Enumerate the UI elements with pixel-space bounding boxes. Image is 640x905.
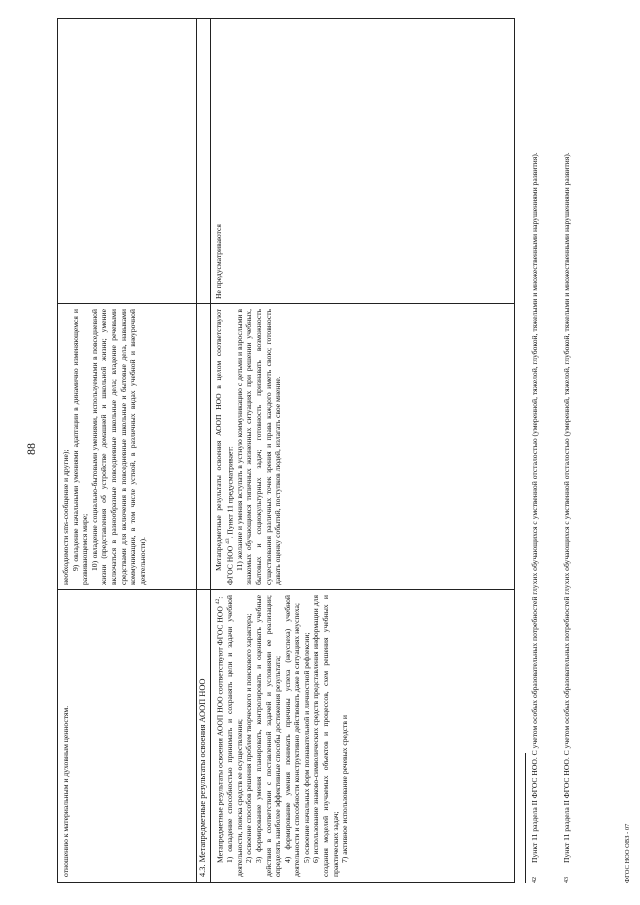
row-divider-1	[196, 19, 197, 882]
footnote-text-42: Пункт 11 раздела II ФГОС НОО. С учетом особых образовательных потребностей глухих обучающихся с умственной отсталостью (умеренной, тяжелой, глубокой, тяжелыми и множественными нарушениями развития).	[530, 152, 539, 863]
left-intro-text: Метапредметные результаты освоения АООП НОО соответствуют ФГОС НОО	[215, 606, 225, 863]
page-number: 88	[24, 443, 38, 455]
footnote-separator	[525, 753, 526, 883]
footnote-42	[530, 18, 540, 883]
footnote-mark-43: 43	[564, 877, 570, 883]
left-item-7: 7) активное использование речевых средств и	[340, 715, 350, 863]
column-divider-2	[58, 303, 514, 304]
left-item-3: 3) формирование умения планировать, контролировать и оценивать учебные действия в соответствии с поставленной задачей и условиями ее реализации; определять наиболее эффективные способы достижения результата;	[253, 595, 283, 877]
footnote-ref-43: 43	[224, 538, 231, 544]
section-heading: 4.3. Метапредметные результаты освоения АООП НОО	[198, 678, 207, 877]
left-intro: Метапредметные результаты освоения АООП НОО соответствуют ФГОС НОО $^{42}$:	[215, 596, 225, 863]
top-mid-item-9: 9) овладение начальными умениями адаптации в динамично изменяющемся и развивающемся мире;	[70, 309, 90, 585]
left-item-4: 4) формирование умения понимать причины успеха (неуспеха) учебной деятельности и способности конструктивно действовать даже в ситуациях неуспеха;	[282, 595, 302, 877]
footnote-text-43: Пункт 11 раздела II ФГОС НОО. С учетом особых образовательных потребностей глухих обучающихся с умственной отсталостью (умеренной, тяжелой, глубокой, тяжелыми и множественными нарушениями развития).	[562, 152, 571, 863]
top-mid-line-1: необходимости sms-сообщение и другие);	[61, 449, 70, 585]
mid-intro-text: Метапредметные результаты освоения АООП НОО в целом соответствуют ФГОС НОО	[214, 309, 235, 585]
footnote-43	[562, 18, 572, 883]
footnote-ref-42: 42	[215, 598, 221, 605]
top-left-cell	[61, 595, 71, 877]
left-item-2: 2) освоение способов решения проблем творческого и поискового характера;	[244, 613, 254, 863]
top-middle-cell	[61, 309, 147, 585]
top-left-text: отношению к материальным и духовным ценностям.	[61, 705, 70, 877]
left-item-5: 5) освоение начальных форм познавательной и личностной рефлексии;	[301, 632, 311, 863]
row-divider-2	[210, 19, 211, 882]
mid-intro-tail: . Пункт 11 предусматривает:	[225, 446, 235, 539]
bottom-left-cell	[214, 595, 350, 877]
mid-item-11: 11) желание и умения вступать в устную коммуникацию с детьми и взрослыми в знакомых обучающимся типичных жизненных ситуациях при решении учебных, бытовых и социокультурных задач; готовность признавать возможность существования различных точек зрения и права каждого иметь свою; готовность давать оценку событий, поступков людей, излагать свое мнение.	[234, 309, 283, 585]
results-table	[57, 18, 515, 883]
not-provided-text: Не предусматриваются	[214, 224, 223, 299]
left-item-1: 1) овладение способностью принимать и сохранять цели и задачи учебной деятельности, поиска средств ее осуществления;	[225, 595, 244, 877]
left-item-6: 6) использование знаково-символических средств представления информации для создания моделей изучаемых объектов и процессов, схем решения учебных и практических задач;	[311, 595, 340, 877]
document-code: ФГОС НОО ОВЗ - 07	[624, 823, 631, 883]
bottom-middle-cell	[214, 309, 283, 585]
bottom-right-cell	[214, 23, 224, 299]
column-divider-1	[58, 589, 514, 590]
mid-intro	[214, 309, 235, 585]
top-mid-item-10: 10) овладение социально-бытовыми умениями, используемыми в повседневной жизни (представления об устройстве домашней и школьной жизни; умение включаться в разнообразные повседневные школьные дела; владение речевыми средствами для включения в повседневные школьные и бытовые дела, навыками коммуникации, в том числе устной, в различных видах учебной и внеурочной деятельности).	[89, 309, 147, 585]
footnote-mark-42: 42	[532, 877, 538, 883]
